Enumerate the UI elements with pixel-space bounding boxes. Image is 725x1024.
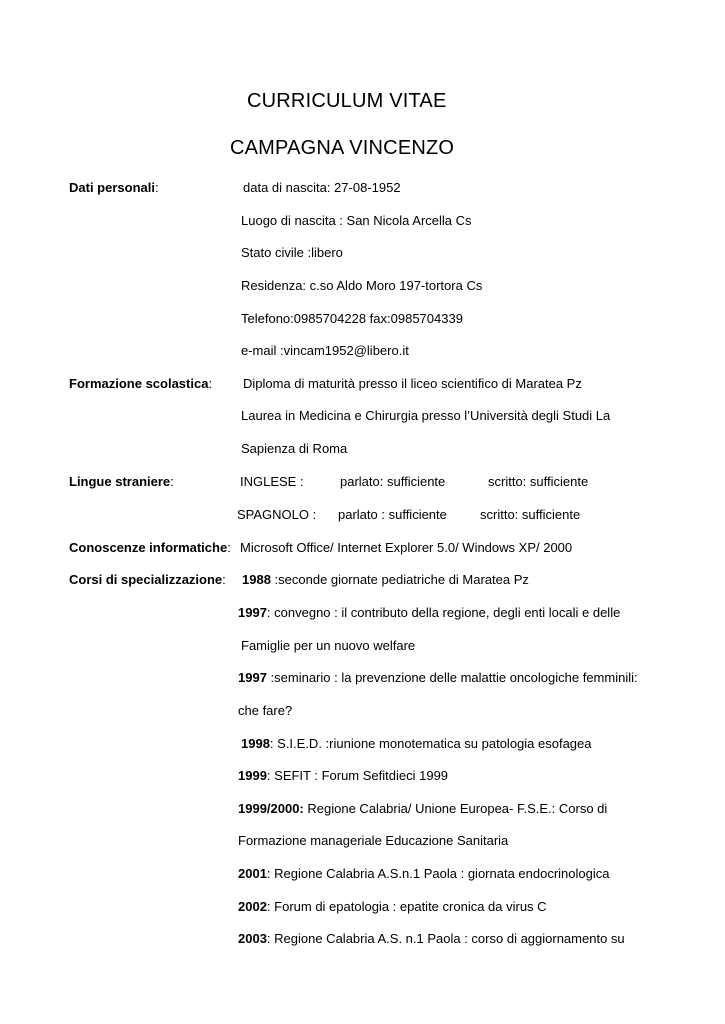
course-text: : convegno : il contributo della regione, degli enti locali e delle: [266, 605, 621, 620]
language-name: INGLESE :: [240, 474, 304, 489]
personal-birth-place: Luogo di nascita : San Nicola Arcella Cs: [241, 213, 472, 228]
courses-label: Corsi di specializzazione: [69, 572, 223, 587]
course-text: Regione Calabria/ Unione Europea- F.S.E.: Corso di: [303, 801, 608, 816]
course-item: [238, 605, 620, 621]
course-text: : Regione Calabria A.S. n.1 Paola : corso di aggiornamento su: [266, 931, 625, 946]
language-row: [240, 474, 588, 490]
course-text: Famiglie per un nuovo welfare: [241, 638, 416, 653]
section-label-computer: [69, 540, 231, 556]
course-year: 1997: [238, 605, 267, 620]
course-item: [238, 703, 292, 719]
course-item: [238, 931, 625, 947]
course-item: [242, 572, 529, 588]
education-label: Formazione scolastica: [69, 376, 209, 391]
course-item: [238, 670, 638, 686]
personal-residence: Residenza: c.so Aldo Moro 197-tortora Cs: [241, 278, 483, 293]
education-diploma: Diploma di maturità presso il liceo scientifico di Maratea Pz: [243, 376, 582, 391]
languages-label: Lingue straniere: [69, 474, 171, 489]
education-degree: Laurea in Medicina e Chirurgia presso l’Università degli Studi La: [241, 408, 611, 423]
computer-label-suffix: :: [227, 540, 231, 555]
course-year: 2002: [238, 899, 267, 914]
document-title: CURRICULUM VITAE: [247, 90, 447, 112]
course-item: [241, 736, 592, 752]
personal-birth-date: data di nascita: 27-08-1952: [243, 180, 401, 195]
course-text: che fare?: [238, 703, 293, 718]
course-year: 1988: [242, 572, 271, 587]
computer-skills: Microsoft Office/ Internet Explorer 5.0/ Windows XP/ 2000: [240, 540, 573, 555]
course-text: : Forum di epatologia : epatite cronica da virus C: [266, 899, 547, 914]
course-text: :seconde giornate pediatriche di Maratea Pz: [270, 572, 529, 587]
section-label-courses: [69, 572, 226, 588]
course-text: : Regione Calabria A.S.n.1 Paola : giornata endocrinologica: [266, 866, 610, 881]
course-item: [238, 801, 607, 817]
education-degree-cont: Sapienza di Roma: [241, 441, 348, 456]
language-written: scritto: sufficiente: [488, 474, 589, 489]
language-row: [237, 507, 580, 523]
course-text: Formazione manageriale Educazione Sanitaria: [238, 833, 509, 848]
person-name: CAMPAGNA VINCENZO: [230, 137, 455, 159]
personal-label-suffix: :: [154, 180, 159, 195]
course-text: : SEFIT : Forum Sefitdieci 1999: [266, 768, 449, 783]
computer-label: Conoscenze informatiche: [69, 540, 228, 555]
languages-label-suffix: :: [170, 474, 174, 489]
course-year: 1998: [241, 736, 270, 751]
language-name: SPAGNOLO :: [237, 507, 317, 522]
section-label-education: [69, 376, 212, 392]
course-item: [241, 638, 415, 654]
section-label-languages: [69, 474, 174, 490]
course-item: [238, 866, 609, 882]
course-item: [238, 899, 547, 915]
personal-label: Dati personali: [69, 180, 155, 195]
courses-label-suffix: :: [222, 572, 226, 587]
section-label-personal: [69, 180, 159, 196]
course-year: 1999: [238, 768, 267, 783]
personal-email: e-mail :vincam1952@libero.it: [241, 343, 409, 358]
language-written: scritto: sufficiente: [480, 507, 581, 522]
language-spoken: parlato : sufficiente: [338, 507, 447, 522]
course-text: : S.I.E.D. :riunione monotematica su patologia esofagea: [269, 736, 592, 751]
personal-civil-status: Stato civile :libero: [241, 245, 343, 260]
course-item: [238, 833, 508, 849]
education-label-suffix: :: [208, 376, 213, 391]
course-year: 1997: [238, 670, 267, 685]
course-year: 1999/2000:: [238, 801, 304, 816]
language-spoken: parlato: sufficiente: [340, 474, 446, 489]
course-text: :seminario : la prevenzione delle malattie oncologiche femminili:: [266, 670, 638, 685]
personal-phone: Telefono:0985704228 fax:0985704339: [241, 311, 463, 326]
course-item: [238, 768, 448, 784]
course-year: 2003: [238, 931, 267, 946]
course-year: 2001: [238, 866, 267, 881]
